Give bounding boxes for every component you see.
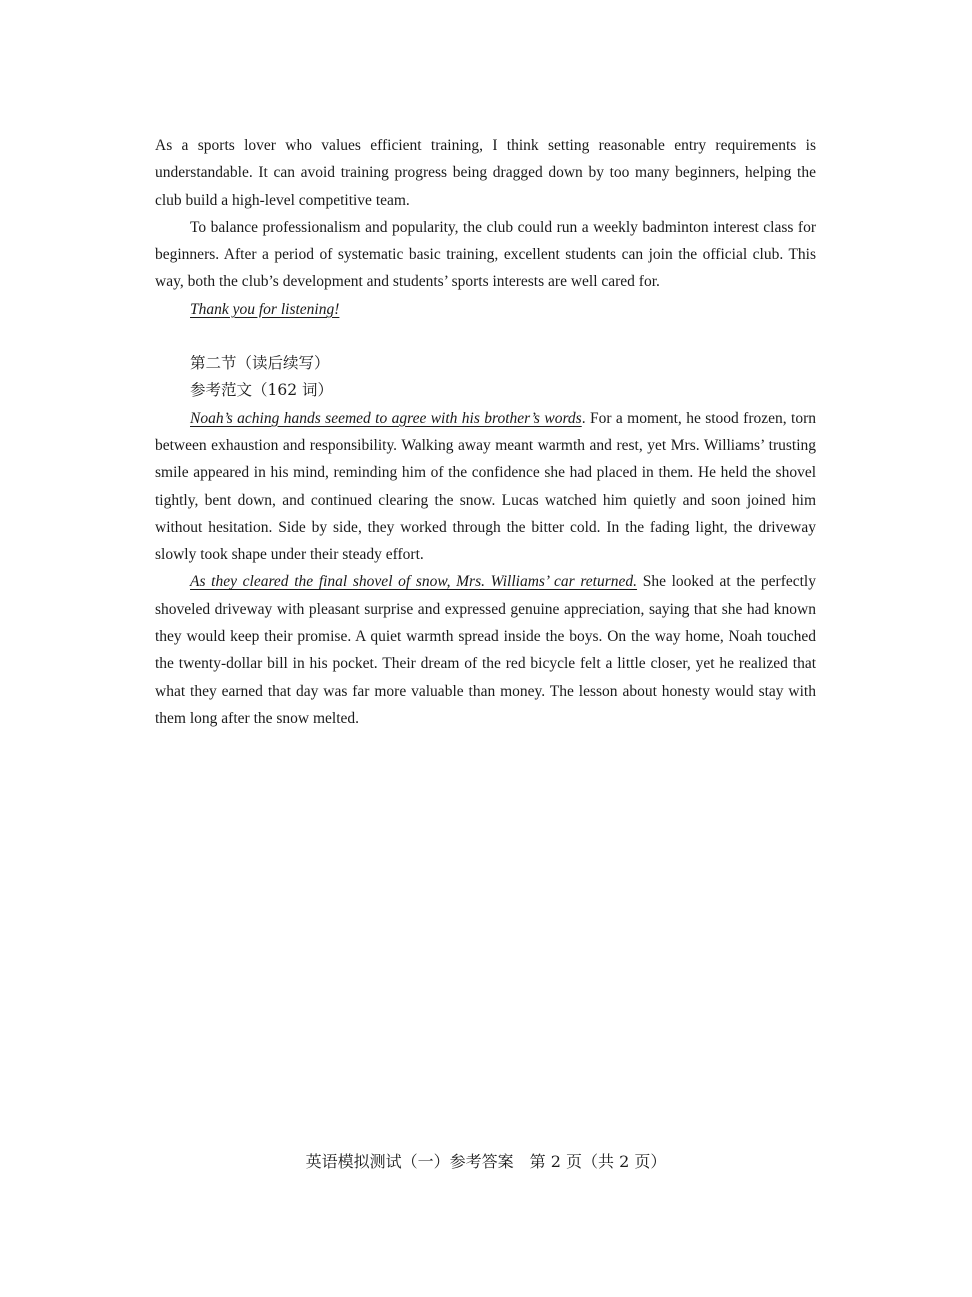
section2-paragraph-1 bbox=[155, 405, 816, 569]
section-spacer bbox=[155, 323, 816, 350]
section2-heading: 第二节（读后续写） bbox=[190, 354, 330, 373]
answer-content bbox=[155, 132, 816, 732]
paragraph-2-body: She looked at the perfectly shoveled driveway with pleasant surprise and expressed genuine appreciation, saying that she had known they would keep their promise. A quiet warmth spread inside the boys. On the way home, Noah touched the twenty-dollar bill in his pocket. Their dream of the red bicycle felt a little closer, yet he realized that what they earned that day was far more valuable than money. The lesson about honesty would stay with them long after the snow melted. bbox=[155, 573, 816, 727]
section2-paragraph-2 bbox=[155, 568, 816, 732]
closing-line bbox=[155, 296, 816, 323]
paragraph-1-body: . For a moment, he stood frozen, torn between exhaustion and responsibility. Walking away meant warmth and rest, yet Mrs. Williams’ trusting smile appeared in his mind, reminding him of the confidence she had placed in them. He held the shovel tightly, bent down, and continued clearing the snow. Lucas watched him quietly and soon joined him without hesitation. Side by side, they worked through the bitter cold. In the fading light, the driveway slowly took shape under their steady effort. bbox=[155, 409, 816, 564]
paragraph-1-lead-sentence: Noah’s aching hands seemed to agree with his brother’s words bbox=[190, 409, 582, 427]
section1-paragraph-2: To balance professionalism and popularity, the club could run a weekly badminton interest class for beginners. After a period of systematic basic training, excellent students can join the official club. This way, both the club’s development and students’ sports interests are well cared for. bbox=[155, 218, 816, 291]
section2-subheading: 参考范文（162 词） bbox=[190, 381, 334, 400]
closing-text: Thank you for listening! bbox=[190, 300, 340, 318]
paragraph-2-lead-sentence: As they cleared the final shovel of snow, Mrs. Williams’ car returned. bbox=[190, 573, 638, 591]
section1-paragraph-1: As a sports lover who values efficient training, I think setting reasonable entry requirements is understandable. It can avoid training progress being dragged down by too many beginners, helping the club build a high-level competitive team. bbox=[155, 137, 816, 209]
page-footer: 英语模拟测试（一）参考答案 第 2 页（共 2 页） bbox=[305, 1152, 667, 1171]
